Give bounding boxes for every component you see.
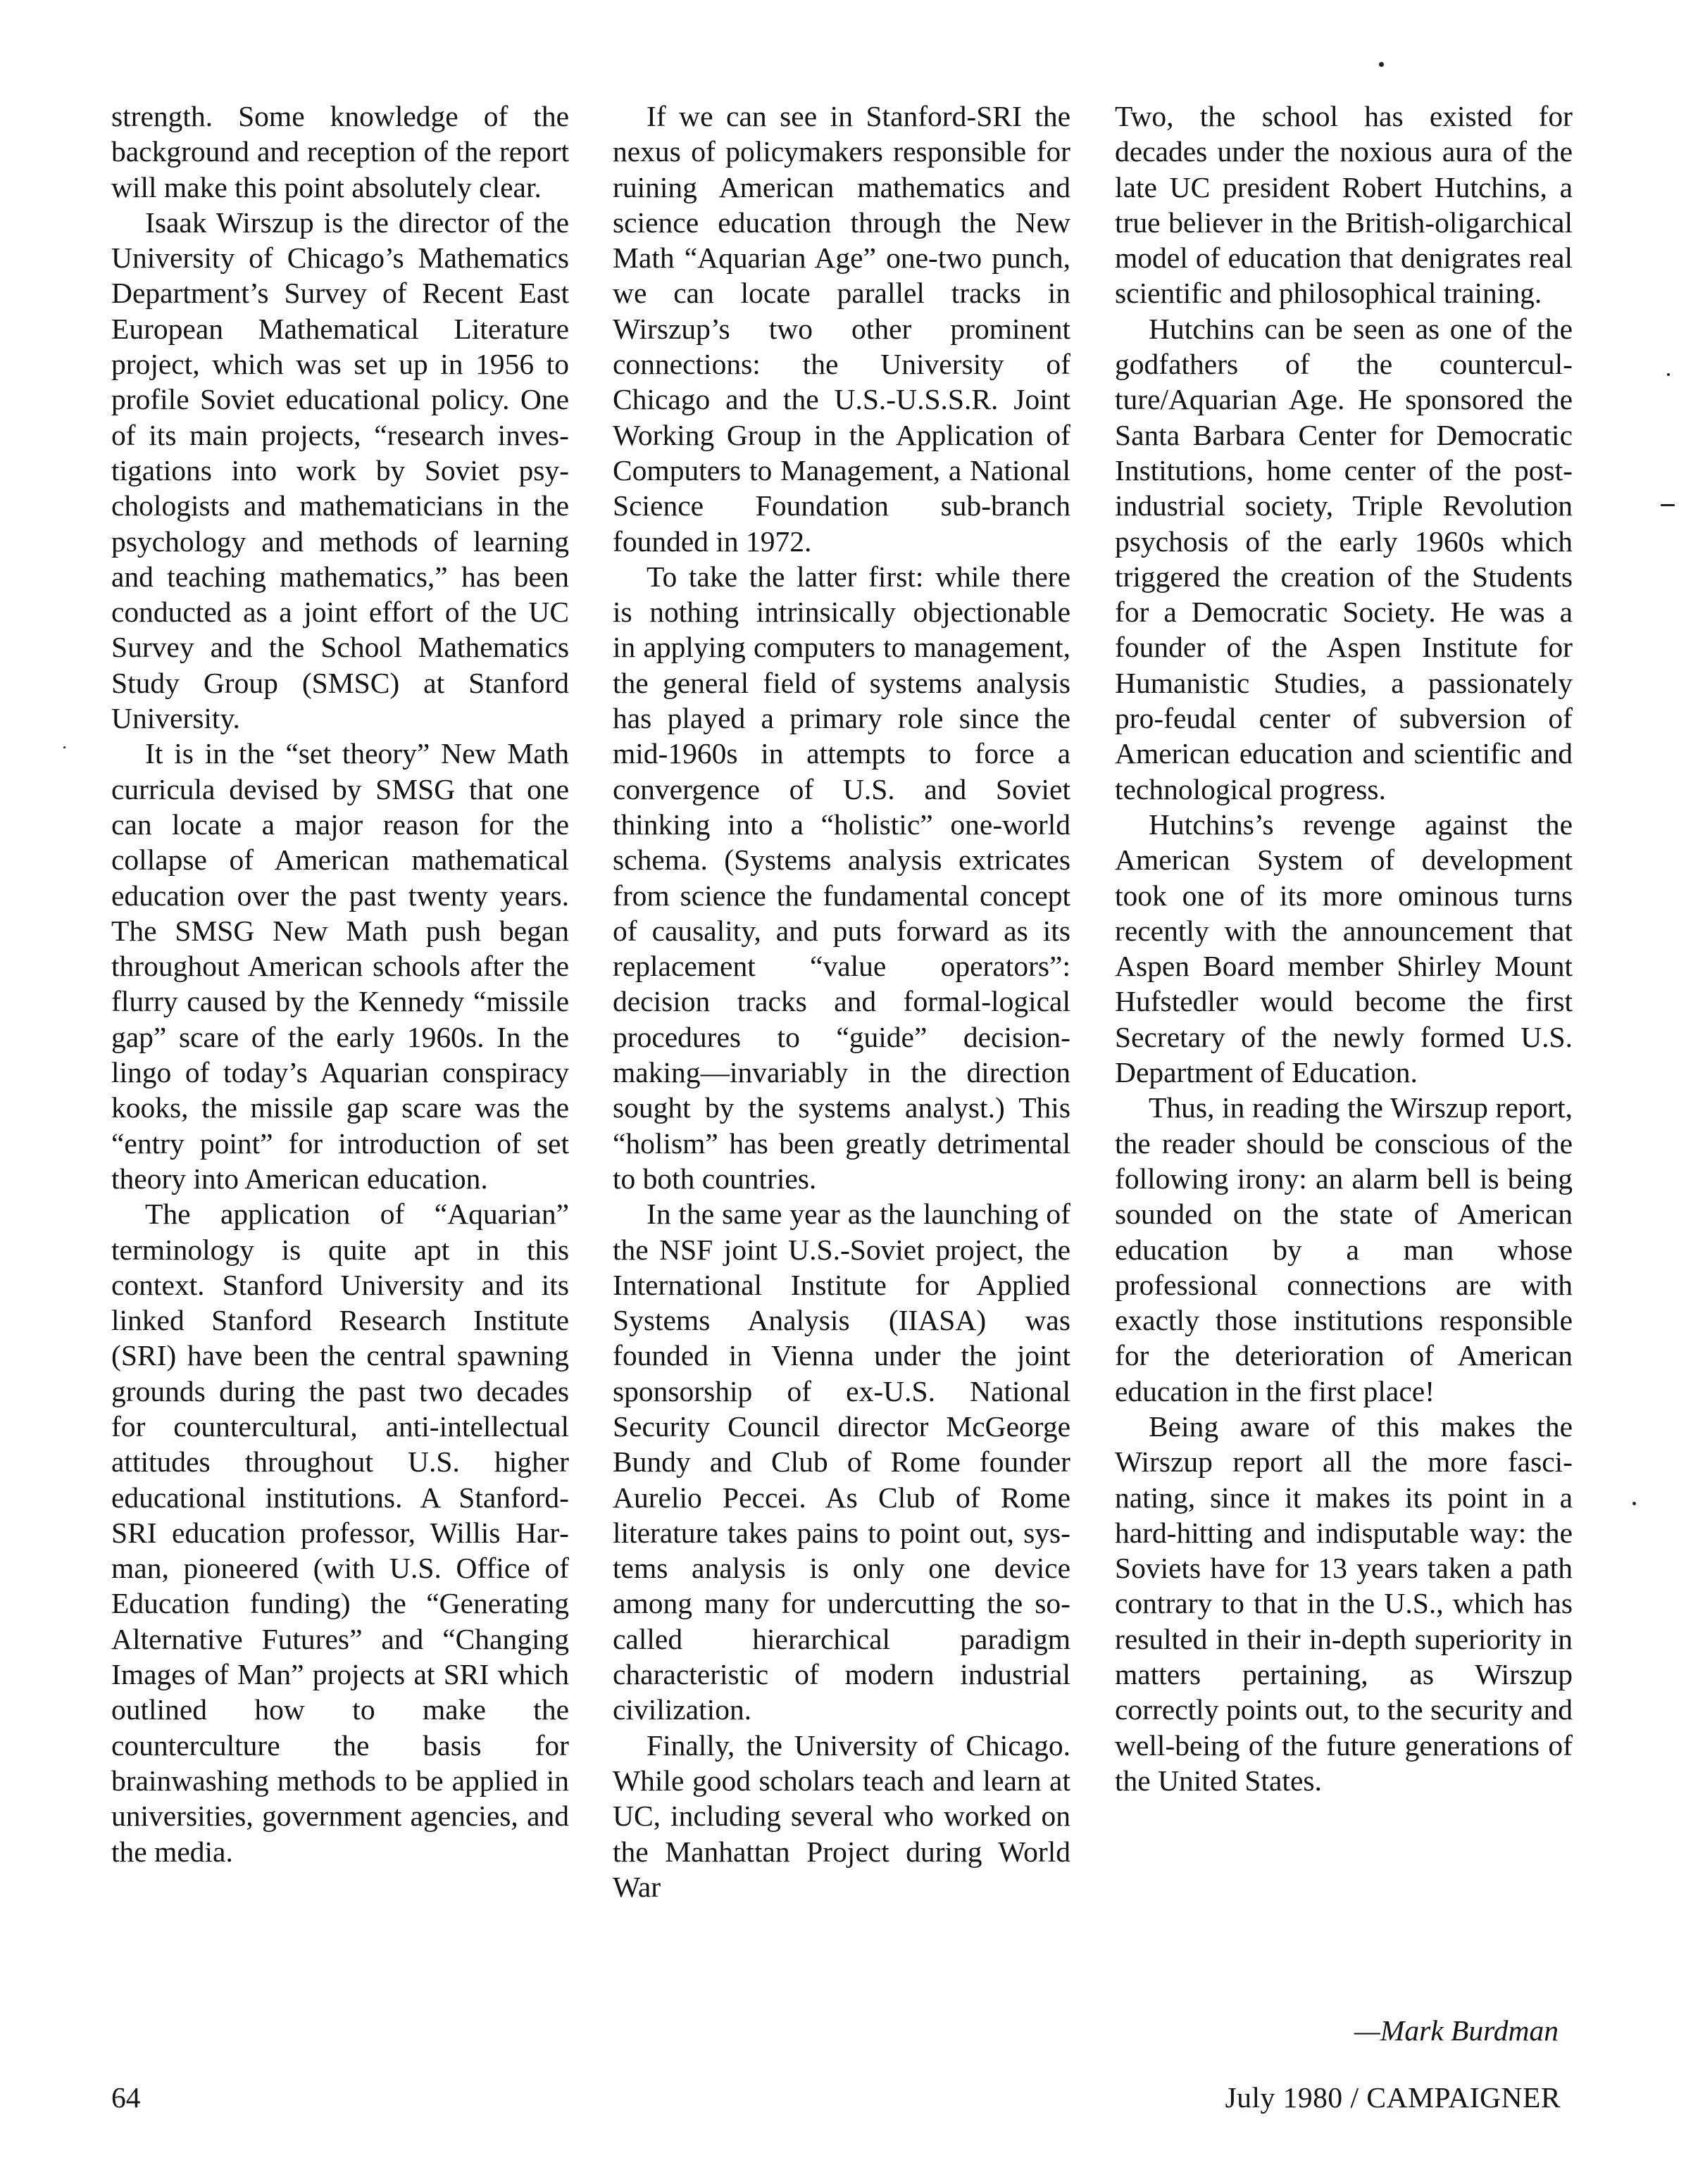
scan-speck [1379,62,1384,67]
text-column-1 [111,99,569,1869]
text-column-2 [613,99,1070,1904]
paragraph: It is in the “set theory” New Math curricula devised by SMSG that one can locate a major reason for the collapse of American mathematical education over the past twenty years. The SMSG New Math push began throughout American schools after the flurry caused by the Kennedy “missile gap” scare of the early 1960s. In the lingo of today’s Aquarian conspiracy kooks, the missile gap scare was the “entry point” for introduction of set theory into American education. [111,737,569,1195]
paragraph: The application of “Aquarian” terminology is quite apt in this context. Stanford University and its linked Stanford Research Institute (SRI) have been the central spawning grounds during the past two decades for countercultural, anti-intellectual attitudes throughout U.S. higher educational institutions. A Stanford-SRI education professor, Willis Harman, pioneered (with U.S. Office of Education funding) the “Generating Alternative Futures” and “Changing Images of Man” projects at SRI which outlined how to make the counterculture the basis for brainwashing methods to be applied in universities, government agencies, and the media. [111,1198,569,1868]
paragraph: Two, the school has existed for decades under the noxious aura of the late UC president Robert Hutchins, a true believer in the British-oligarchical model of education that denigrates real scientific and philosophical training. [1115,100,1573,310]
scan-speck [63,746,65,748]
paragraph: To take the latter first: while there is nothing intrinsically objectionable in applying computers to management, the general field of systems analysis has played a primary role since the mid-1960s in attempts to force a convergence of U.S. and Soviet thinking into a “holistic” one-world schema. (Systems analysis extricates from science the fundamental concept of causality, and puts forward as its replacement “value operators”: decision tracks and formal-logical procedures to “guide” decision-making—invariably in the direction sought by the systems analyst.) This “holism” has been greatly detrimental to both countries. [613,560,1070,1195]
author-byline: —Mark Burdman [1354,2014,1559,2047]
paragraph: Isaak Wirszup is the director of the University of Chicago’s Mathematics Department’s Survey of Recent East European Mathematical Literature project, which was set up in 1956 to profile Soviet educational policy. One of its main projects, “research investigations into work by Soviet psychologists and mathematicians in the psychology and methods of learning and teaching mathematics,” has been conducted as a joint effort of the UC Survey and the School Mathematics Study Group (SMSC) at Stanford University. [111,206,569,735]
paragraph: Hutchins’s revenge against the American System of development took one of its more ominous turns recently with the announcement that Aspen Board member Shirley Mount Hufstedler would become the first Secretary of the newly formed U.S. Department of Education. [1115,808,1573,1089]
paragraph: Thus, in reading the Wirszup report, the reader should be conscious of the following irony: an alarm bell is being sounded on the state of American education by a man whose professional connections are with exactly those institutions responsible for the deterioration of American education in the first place! [1115,1091,1573,1407]
scan-speck [1661,504,1675,506]
page-number: 64 [111,2081,141,2114]
paragraph: In the same year as the launching of the NSF joint U.S.-Soviet project, the International Institute for Applied Systems Analysis (IIASA) was founded in Vienna under the joint sponsorship of ex-U.S. National Security Council director McGeorge Bundy and Club of Rome founder Aurelio Peccei. As Club of Rome literature takes pains to point out, systems analysis is only one device among many for undercutting the so-called hierarchical paradigm characteristic of modern industrial civilization. [613,1198,1070,1726]
text-column-3 [1115,99,1573,1798]
paragraph: Hutchins can be seen as one of the godfathers of the counterculture/Aquarian Age. He sponsored the Santa Barbara Center for Democratic Institutions, home center of the post-industrial society, Triple Revolution psychosis of the early 1960s which triggered the creation of the Students for a Democratic Society. He was a founder of the Aspen Institute for Humanistic Studies, a passionately pro-feudal center of subversion of American education and scientific and technological progress. [1115,312,1573,805]
scan-speck [1632,1502,1636,1505]
scan-speck [1667,373,1670,376]
paragraph: If we can see in Stanford-SRI the nexus of policymakers responsible for ruining American mathematics and science education through the New Math “Aquarian Age” one-two punch, we can locate parallel tracks in Wirszup’s two other prominent connections: the University of Chicago and the U.S.-U.S.S.R. Joint Working Group in the Application of Computers to Management, a National Science Foundation sub-branch founded in 1972. [613,100,1070,558]
issue-footer: July 1980 / CAMPAIGNER [1225,2081,1561,2114]
paragraph: Being aware of this makes the Wirszup report all the more fascinating, since it makes its point in a hard-hitting and indisputable way: the Soviets have for 13 years taken a path contrary to that in the U.S., which has resulted in their in-depth superiority in matters pertaining, as Wirszup correctly points out, to the security and well-being of the future generations of the United States. [1115,1410,1573,1797]
paragraph: Finally, the University of Chicago. While good scholars teach and learn at UC, including several who worked on the Manhattan Project during World War [613,1728,1070,1903]
paragraph: strength. Some knowledge of the background and reception of the report will make this point absolutely clear. [111,100,569,203]
